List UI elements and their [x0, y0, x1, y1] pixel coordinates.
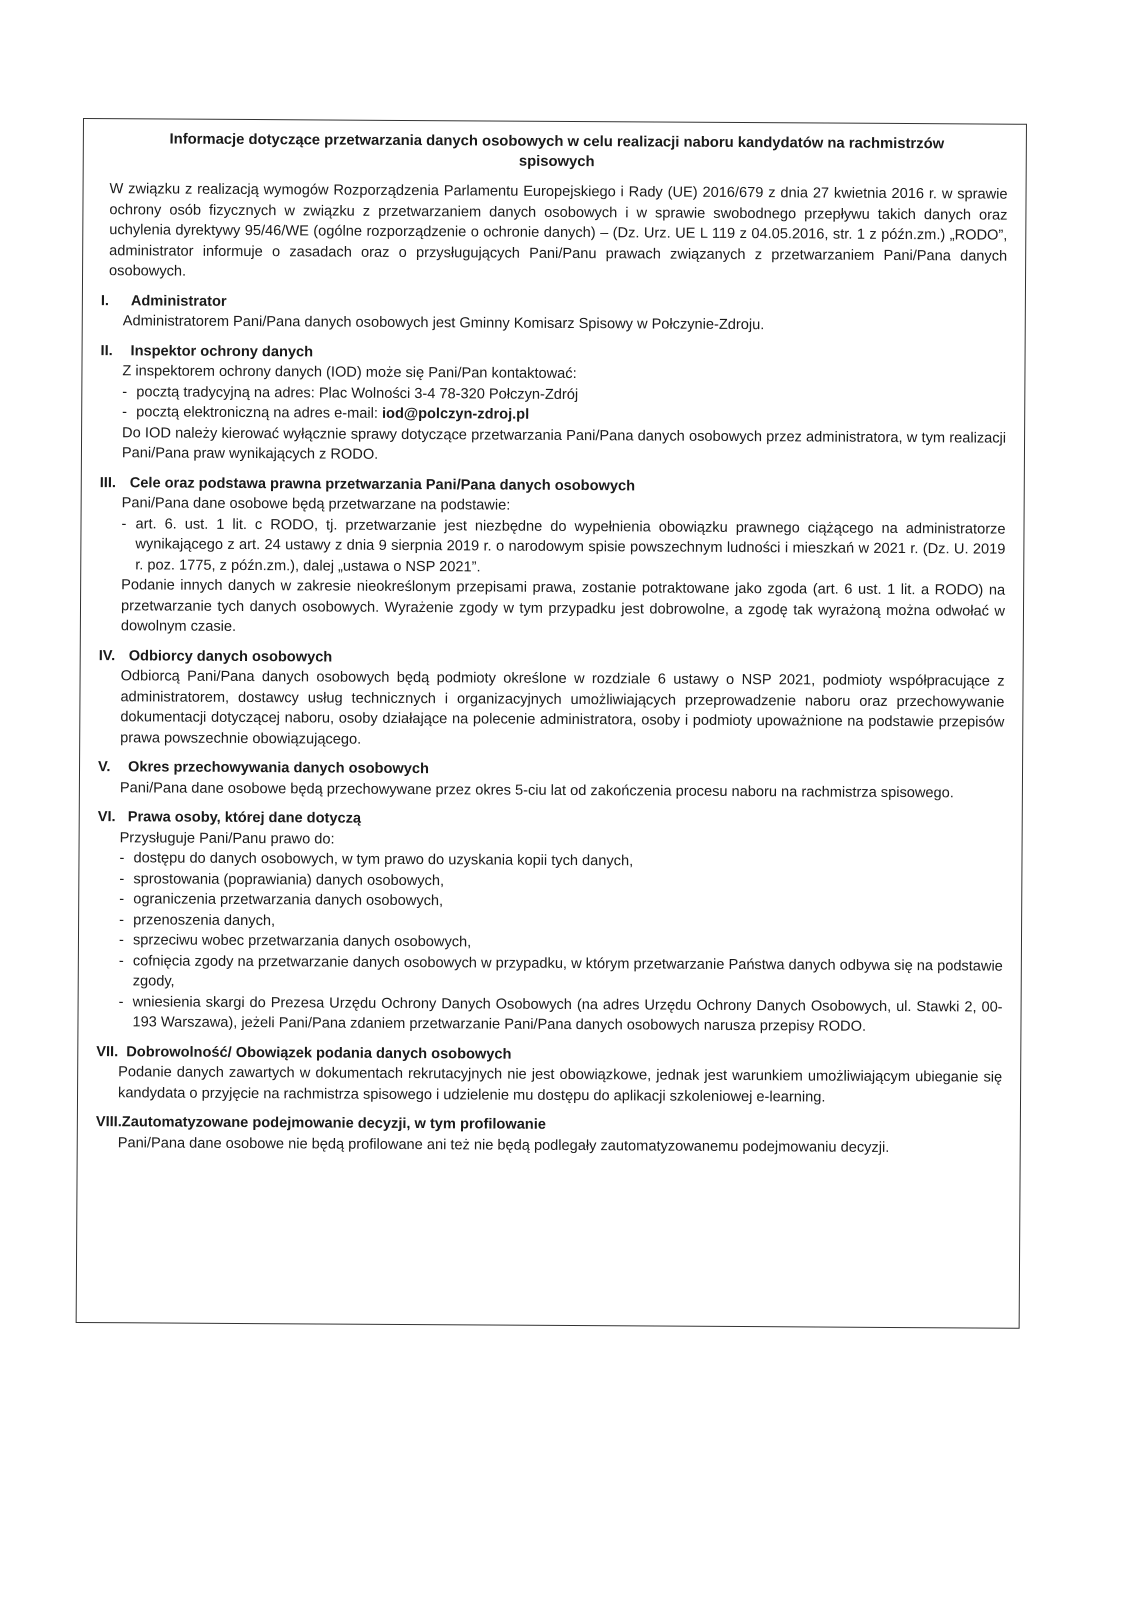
section-body [118, 1062, 1002, 1108]
section-title: Cele oraz podstawa prawna przetwarzania Pani/Pana danych osobowych [129, 474, 636, 494]
rights-list [118, 848, 1003, 1038]
list-item: - pocztą tradycyjną na adres: Plac Wolności 3-4 78-320 Połczyn-Zdrój [122, 382, 1006, 408]
list-item: - art. 6. ust. 1 lit. c RODO, tj. przetwarzanie jest niezbędne do wypełnienia obowiązku prawnego ciążącego na administratorze wynikającego z art. 24 ustawy z dnia 9 sierpnia 2019 r. o narodowym spisie powszechnym ludności i mieszkań w 2021 r. (Dz. U. 2019 r. poz. 1775, z późn.zm.), dalej „ustawa o NSP 2021”. [121, 514, 1005, 581]
intro-paragraph: W związku z realizacją wymogów Rozporządzenia Parlamentu Europejskiego i Rady (UE) 2016/679 z dnia 27 kwietnia 2016 r. w sprawie ochrony osób fizycznych w związku z przetwarzaniem danych osobowych i w sprawie swobodnego przepływu takich danych oraz uchylenia dyrektywy 95/46/WE (ogólne rozporządzenie o ochronie danych) – (Dz. Urz. UE L 119 z 04.05.2016, str. 1 z późn.zm.) „RODO”, administrator informuje o zasadach oraz o przysługujących Pani/Panu prawach związanych z przetwarzaniem Pani/Pana danych osobowych. [109, 181, 1008, 280]
section-number: I. [100, 292, 110, 309]
section-number: VI. [97, 809, 116, 826]
legal-basis-list [121, 514, 1005, 581]
paragraph: Odbiorcą Pani/Pana danych osobowych będą podmioty określone w rozdziale 6 ustawy o NSP 2021, podmioty współpracujące z administratorem, dostawcy usług technicznych i organizacyjnych umożliwiających przeprowadzenie naboru oraz przechowywanie dokumentacji dotyczącej naboru, osoby działające na polecenie administratora, osoby i podmioty upoważnione na podstawie przepisów prawa powszechnie obowiązującego. [120, 668, 1005, 748]
section-body [118, 828, 1003, 1038]
section-data-protection-officer [100, 341, 1007, 470]
section-number: IV. [98, 647, 116, 664]
section-body [121, 493, 1006, 642]
section-data-subject-rights [97, 807, 1003, 1038]
paragraph: Administratorem Pani/Pana danych osobowych jest Gminny Komisarz Spisowy w Połczynie-Zdroju. [122, 313, 765, 334]
paragraph: Przysługuje Pani/Panu prawo do: [119, 829, 335, 848]
paragraph: Podanie danych zawartych w dokumentach rekrutacyjnych nie jest obowiązkowe, jednak jest warunkiem umożliwiającym ubieganie się kandydata o przyjęcie na rachmistrza spisowego i udzielenie mu dostępu do aplikacji szkoleniowej e-learning. [117, 1064, 1003, 1106]
paragraph: Pani/Pana dane osobowe nie będą profilowane ani też nie będą podlegały zautomatyzowanemu podejmowaniu decyzji. [117, 1134, 890, 1156]
list-item: - ograniczenia przetwarzania danych osobowych, [119, 889, 1003, 915]
section-title: Inspektor ochrony danych [130, 342, 314, 360]
section-retention-period [97, 757, 1004, 804]
section-number: II. [100, 342, 113, 359]
section-body [122, 361, 1007, 469]
paragraph: Pani/Pana dane osobowe będą przetwarzane na podstawie: [121, 495, 511, 514]
list-item: - sprostowania (poprawiania) danych osobowych, [119, 869, 1003, 895]
section-title: Odbiorcy danych osobowych [128, 647, 333, 666]
section-automated-decisions [95, 1112, 1002, 1159]
section-title: Prawa osoby, której dane dotyczą [127, 809, 362, 827]
email-link[interactable]: iod@polczyn-zdroj.pl [381, 405, 530, 423]
section-title: Dobrowolność/ Obowiązek podania danych osobowych [126, 1043, 512, 1063]
section-title: Okres przechowywania danych osobowych [127, 759, 429, 778]
section-body [123, 311, 1007, 337]
section-body [120, 666, 1004, 753]
document-frame [76, 118, 1027, 1329]
list-item: - sprzeciwu wobec przetwarzania danych osobowych, [119, 930, 1003, 956]
section-administrator [100, 291, 1007, 338]
section-body [118, 1133, 1002, 1159]
section-number: V. [97, 759, 111, 776]
document-title: Informacje dotyczące przetwarzania danych osobowych w celu realizacji naboru kandydatów na rachmistrzów spisowych [169, 131, 945, 171]
list-item: - wniesienia skargi do Prezesa Urzędu Ochrony Danych Osobowych (na adres Urzędu Ochrony Danych Osobowych, ul. Stawki 2, 00-193 Warszawa), jeżeli Pani/Pana zdaniem przetwarzanie Pani/Pana danych osobowych narusza przepisy RODO. [118, 992, 1002, 1038]
list-item: - dostępu do danych osobowych, w tym prawo do uzyskania kopii tych danych, [119, 848, 1003, 874]
section-title: Administrator [130, 292, 227, 310]
paragraph: Podanie innych danych w zakresie nieokreślonym przepisami prawa, zostanie potraktowane jako zgoda (art. 6 ust. 1 lit. a RODO) na przetwarzanie tych danych osobowych. Wyrażenie zgody w tym przypadku jest dobrowolne, a zgodę tak wyrażoną można odwołać w dowolnym czasie. [120, 577, 1006, 635]
paragraph: Do IOD należy kierować wyłącznie sprawy dotyczące przetwarzania Pani/Pana danych osobowych przez administratora, w tym realizacji Pani/Pana praw wynikających z RODO. [121, 424, 1007, 463]
list-item: - cofnięcia zgody na przetwarzanie danych osobowych w przypadku, w którym przetwarzanie Państwa danych odbywa się na podstawie zgody, [119, 951, 1003, 997]
section-number: VIII. [95, 1114, 122, 1131]
paragraph: Z inspektorem ochrony danych (IOD) może się Pani/Pan kontaktować: [122, 363, 577, 383]
section-body [120, 778, 1004, 804]
list-item: - przenoszenia danych, [119, 910, 1003, 936]
section-title: Zautomatyzowane podejmowanie decyzji, w tym profilowanie [121, 1114, 546, 1133]
email-label: pocztą elektroniczną na adres e-mail: [136, 404, 383, 422]
section-number: VII. [96, 1043, 119, 1060]
section-voluntary-obligation [96, 1042, 1003, 1109]
section-recipients [98, 646, 1005, 754]
contact-list [122, 382, 1006, 428]
section-number: III. [99, 474, 117, 491]
section-purposes-legal-basis [99, 473, 1006, 643]
paragraph: Pani/Pana dane osobowe będą przechowywane przez okres 5-ciu lat od zakończenia procesu naboru na rachmistrza spisowego. [119, 779, 954, 801]
